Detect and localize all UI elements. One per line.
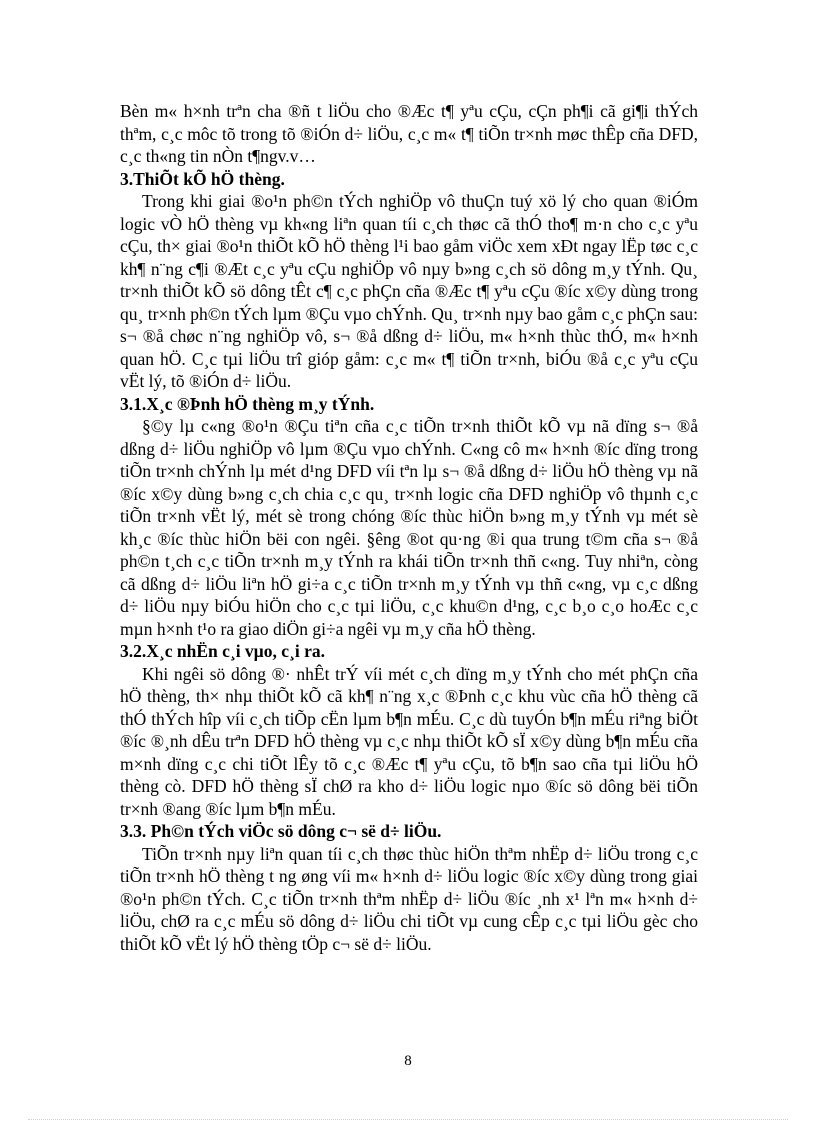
section-heading-3: 3.ThiÕt kÕ hÖ thèng. — [120, 168, 285, 189]
input-output-paragraph: Khi ngêi sö dông ®· nhÊt trÝ víi mét c¸ch dïng m¸y tÝnh cho mét phÇn cña hÖ thèng, th× nhµ thiÕt kÕ cã kh¶ n¨ng x¸c ®Þnh c¸c khu vùc cña hÖ thèng cã thÓ thÝch hîp víi c¸ch tiÕp cËn lµm b¶n mÉu. C¸c dù tuyÓn b¶n mÉu riªng biÖt ®íc ®¸nh dÊu trªn DFD hÖ thèng vµ c¸c nhµ thiÕt kÕ sÏ x©y dùng b¶n mÉu cña m×nh dïng c¸c chi tiÕt lÊy tõ c¸c ®Æc t¶ yªu cÇu, tõ b¶n sao cña tµi liÖu hÖ thèng cò. DFD hÖ thèng sÏ chØ ra kho d÷ liÖu logic nµo ®íc sö dông bëi tiÕn tr×nh ®ang ®íc lµm b¶n mÉu. — [120, 663, 698, 819]
section-heading-3-3: 3.3. Ph©n tÝch viÖc sö dông c¬ së d÷ liÖu. — [120, 821, 442, 841]
database-usage-paragraph: TiÕn tr×nh nµy liªn quan tíi c¸ch thøc thùc hiÖn thªm nhËp d÷ liÖu trong c¸c tiÕn tr×nh hÖ thèng t ng øng víi m« h×nh d÷ liÖu logic ®íc x©y dùng trong giai ®o¹n ph©n tÝch. C¸c tiÕn tr×nh thªm nhËp d÷ liÖu ®íc ¸nh x¹ lªn m« h×nh d÷ liÖu, chØ ra c¸c mÉu sö dông d÷ liÖu chi tiÕt vµ cung cÊp c¸c tµi liÖu gèc cho thiÕt kÕ vËt lý hÖ thèng tÖp c¬ së d÷ liÖu. — [120, 843, 698, 954]
page-bottom-rule — [28, 1119, 788, 1120]
page-body — [120, 100, 698, 955]
section-heading-3-2: 3.2.X¸c nhËn c¸i vµo, c¸i ra. — [120, 641, 325, 661]
section-heading-3-1: 3.1.X¸c ®Þnh hÖ thèng m¸y tÝnh. — [120, 393, 375, 414]
page-number: 8 — [404, 1053, 412, 1069]
intro-paragraph: Bèn m« h×nh trªn cha ®ñ t liÖu cho ®Æc t¶ yªu cÇu, cÇn ph¶i cã gi¶i thÝch thªm, c¸c môc tõ trong tõ ®iÓn d÷ liÖu, c¸c m« t¶ tiÕn tr×nh møc thÊp cña DFD, c¸c th«ng tin nÒn t¶ngv.v… — [120, 101, 698, 166]
computer-system-paragraph: §©y lµ c«ng ®o¹n ®Çu tiªn cña c¸c tiÕn tr×nh thiÕt kÕ vµ nã dïng s¬ ®å dßng d÷ liÖu nghiÖp vô lµm ®Çu vµo chÝnh. C«ng cô m« h×nh ®íc dïng trong tiÕn tr×nh chÝnh lµ mét d¹ng DFD víi tªn lµ s¬ ®å dßng d÷ liÖu hÖ thèng vµ nã ®íc x©y dùng b»ng c¸ch chia c¸c qu¸ tr×nh logic cña DFD nghiÖp vô thµnh c¸c tiÕn tr×nh vËt lý, mét sè trong chóng ®íc thùc hiÖn b»ng m¸y tÝnh vµ mét sè kh¸c ®íc thùc hiÖn bëi con ngêi. §êng ®ot qu·ng ®i qua trung t©m cña s¬ ®å ph©n t¸ch c¸c tiÕn tr×nh m¸y tÝnh ra khái tiÕn tr×nh thñ c«ng. Tuy nhiªn, còng cã dßng d÷ liÖu liªn hÖ gi÷a c¸c tiÕn tr×nh m¸y tÝnh vµ thñ c«ng, vµ c¸c dßng d÷ liÖu nµy biÓu hiÖn cho c¸c tµi liÖu, c¸c khu©n d¹ng, c¸c b¸o c¸o hoÆc c¸c mµn h×nh t¹o ra giao diÖn gi÷a ngêi vµ m¸y cña hÖ thèng. — [120, 416, 698, 639]
system-design-paragraph: Trong khi giai ®o¹n ph©n tÝch nghiÖp vô thuÇn tuý xö lý cho quan ®iÓm logic vÒ hÖ thèng vµ kh«ng liªn quan tíi c¸ch thøc cã thÓ tho¶ m·n cho c¸c yªu cÇu, th× giai ®o¹n thiÕt kÕ hÖ thèng l¹i bao gåm viÖc xem xÐt ngay lËp tøc c¸c kh¶ n¨ng c¶i ®Æt c¸c yªu cÇu nghiÖp vô nµy b»ng c¸ch sö dông m¸y tÝnh. Qu¸ tr×nh thiÕt kÕ sö dông tÊt c¶ c¸c phÇn cña ®Æc t¶ yªu cÇu ®íc x©y dùng trong qu¸ tr×nh ph©n tÝch lµm ®Çu vµo chÝnh. Qu¸ tr×nh nµy bao gåm c¸c phÇn sau: s¬ ®å chøc n¨ng nghiÖp vô, s¬ ®å dßng d÷ liÖu, m« h×nh thùc thÓ, m« h×nh quan hÖ. C¸c tµi liÖu trî gióp gåm: c¸c m« t¶ tiÕn tr×nh, biÓu ®å c¸c yªu cÇu vËt lý, tõ ®iÓn d÷ liÖu. — [120, 191, 698, 391]
